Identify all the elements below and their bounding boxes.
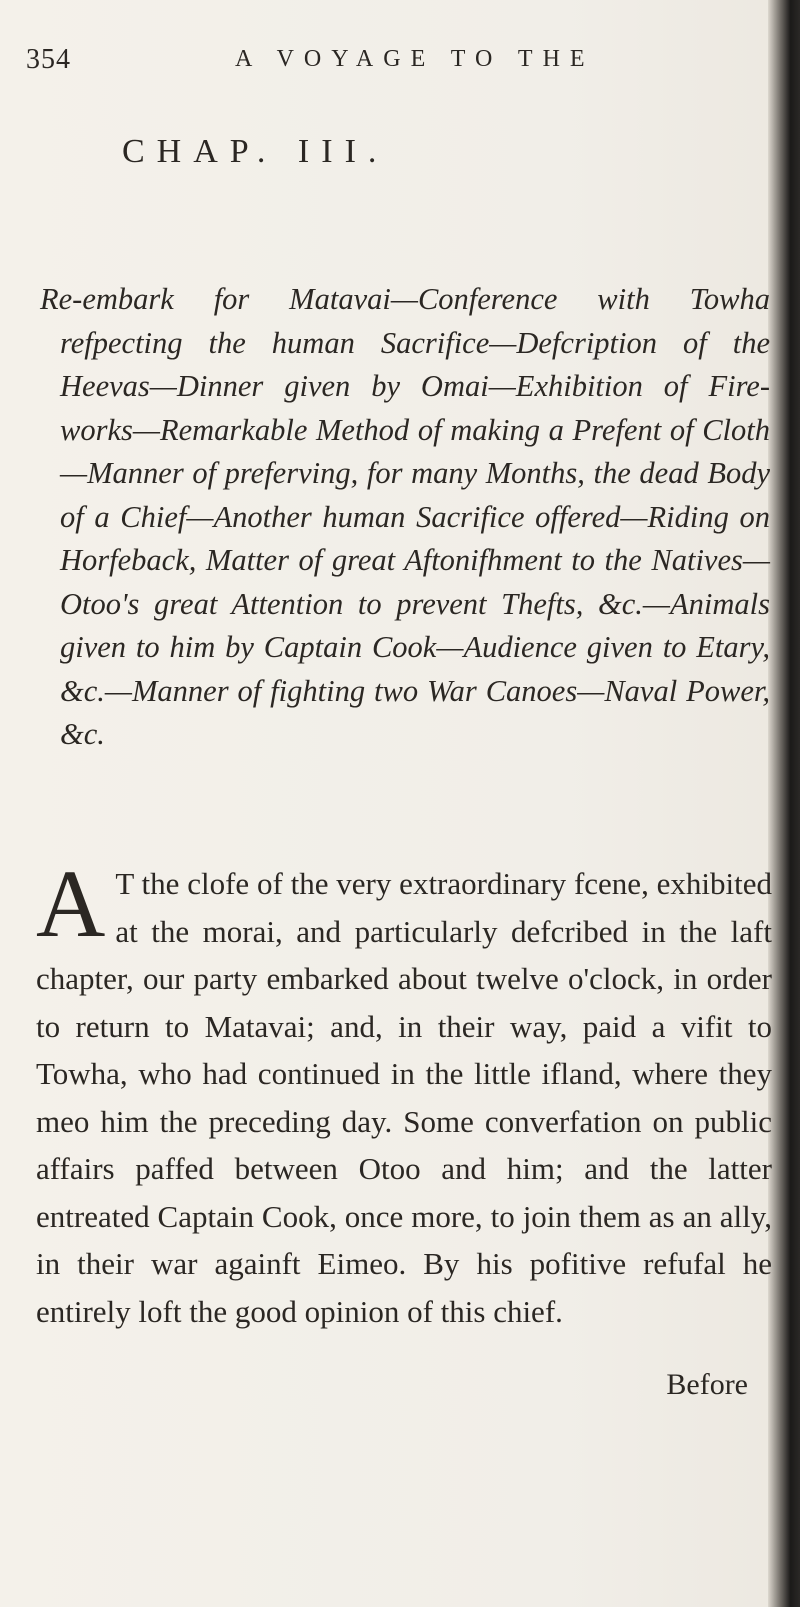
running-head: A VOYAGE TO THE (235, 46, 595, 72)
book-spine-shadow (768, 0, 800, 1607)
chapter-title: CHAP. III. (122, 133, 389, 170)
catchword: Before (666, 1368, 748, 1401)
drop-cap: A (36, 850, 106, 957)
body-paragraph-text: T the clofe of the very extraordinary fcene, exhibited at the morai, and particularly defcribed in the laft chapter, our party embarked about twelve o'clock, in order to return to Matavai; and, in their way, paid a vifit to Towha, who had continued in the little ifland, where they meo him the preceding day. Some converfation on public affairs paffed between Otoo and him; and the latter entreated Captain Cook, once more, to join them as an ally, in their war againft Eimeo. By his pofitive refufal he entirely loft the good opinion of this chief. (36, 866, 772, 1329)
body-paragraph (36, 850, 772, 1335)
chapter-synopsis: Re-embark for Matavai—Conference with Towha refpecting the human Sacrifice—Defcription of the Heevas—Dinner given by Omai—Exhibition of Fire-works—Remarkable Method of making a Prefent of Cloth—Manner of preferving, for many Months, the dead Body of a Chief—Another human Sacrifice offered—Riding on Horfeback, Matter of great Aftonifhment to the Natives—Otoo's great Attention to prevent Thefts, &c.—Animals given to him by Captain Cook—Audience given to Etary, &c.—Manner of fighting two War Canoes—Naval Power, &c. (40, 282, 770, 751)
page-number: 354 (26, 44, 71, 75)
